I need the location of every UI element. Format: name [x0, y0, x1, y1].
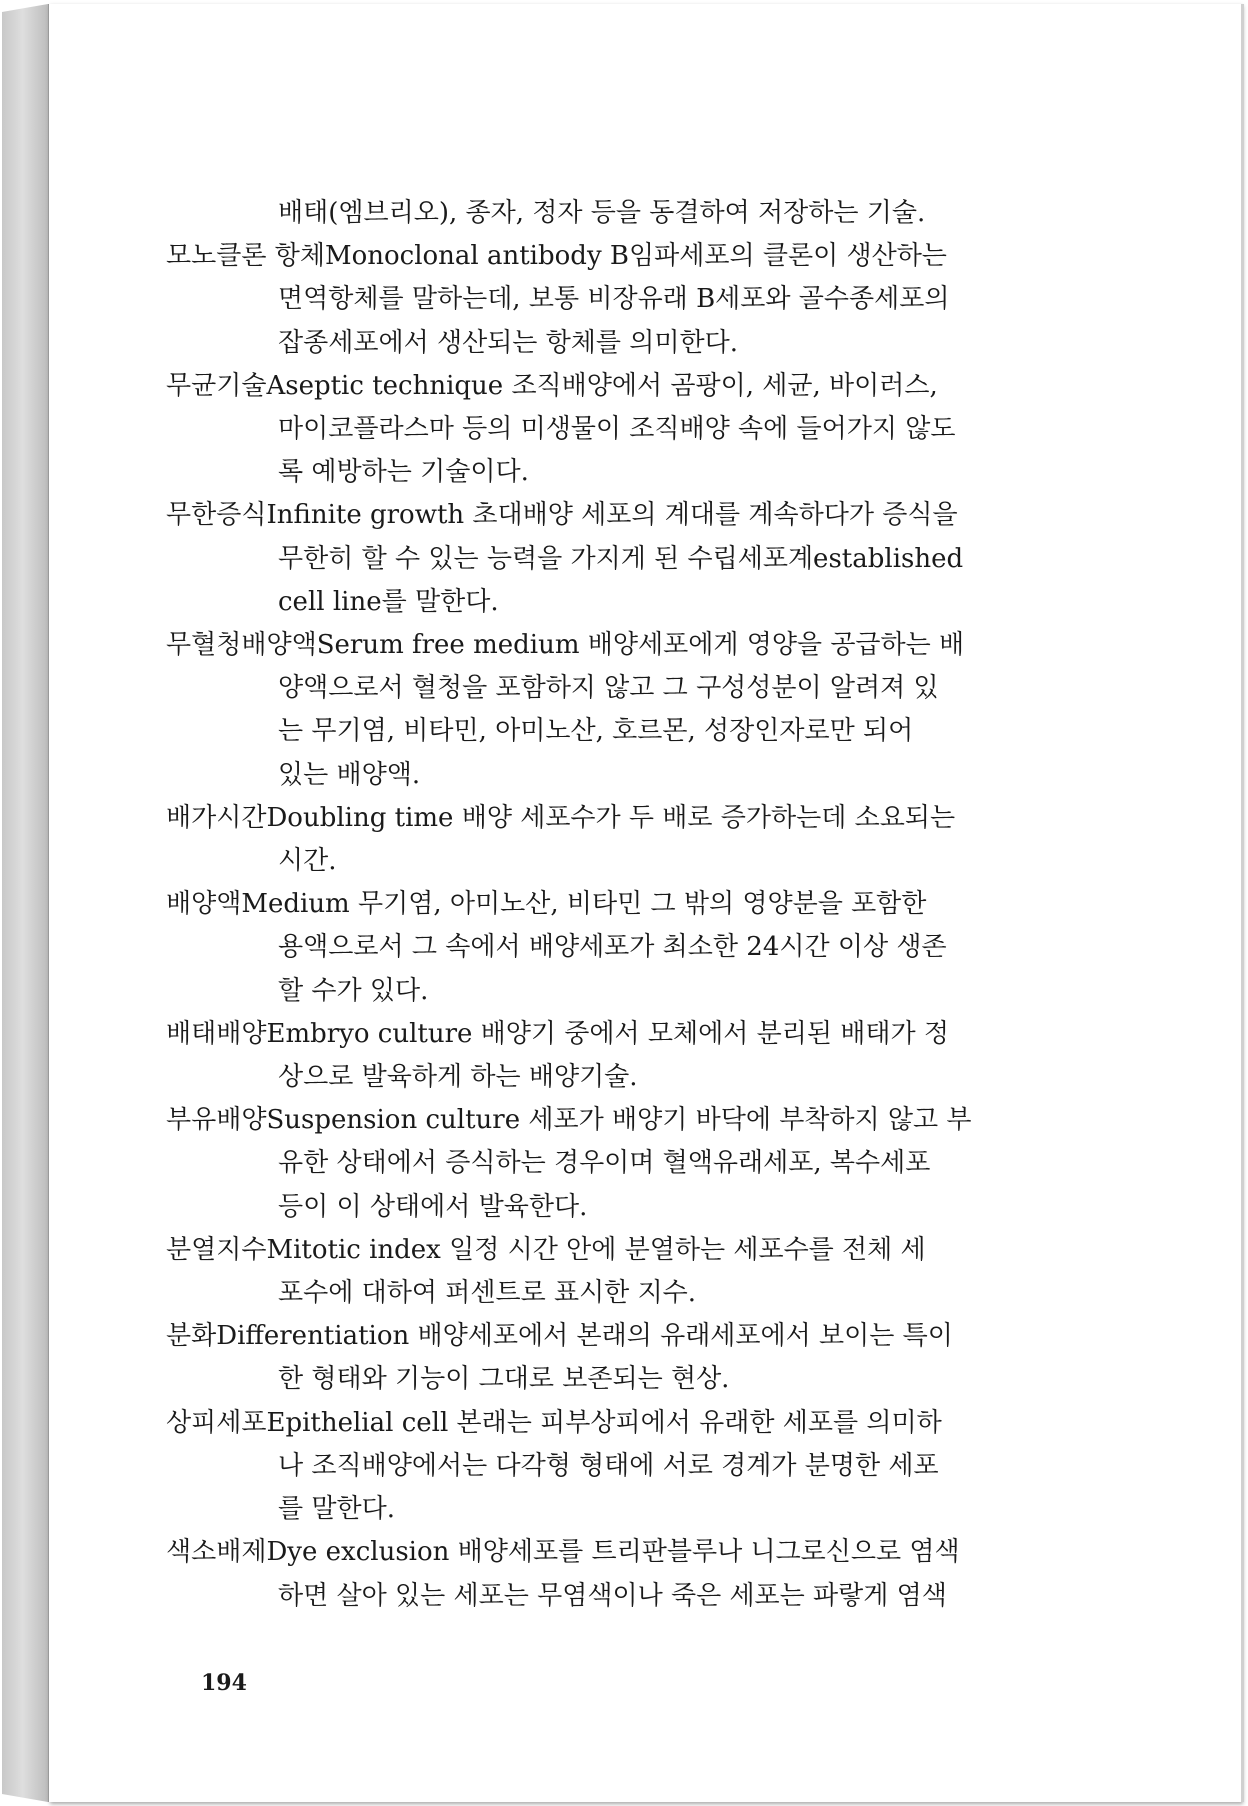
text-line: 면역항체를 말하는데, 보통 비장유래 B세포와 골수종세포의: [278, 284, 950, 315]
entry-medium: 배양액Medium 무기염, 아미노산, 비타민 그 밖의 영양분을 포함한: [166, 889, 927, 920]
text-line: 잡종세포에서 생산되는 항체를 의미한다.: [278, 327, 739, 358]
text-line: 용액으로서 그 속에서 배양세포가 최소한 24시간 이상 생존: [278, 932, 947, 963]
entry-monoclonal-antibody: 모노클론 항체Monoclonal antibody B임파세포의 클론이 생산하는: [166, 241, 947, 272]
text-line: 시간.: [278, 846, 337, 877]
text-line: 는 무기염, 비타민, 아미노산, 호르몬, 성장인자로만 되어: [278, 716, 914, 747]
entry-embryo-culture: 배태배양Embryo culture 배양기 중에서 모체에서 분리된 배태가 정: [166, 1018, 949, 1049]
text-line: 마이코플라스마 등의 미생물이 조직배양 속에 들어가지 않도: [278, 414, 956, 445]
text-line: 무한히 할 수 있는 능력을 가지게 된 수립세포계established: [278, 543, 964, 574]
page-edge: [1241, 4, 1244, 1802]
entry-epithelial-cell: 상피세포Epithelial cell 본래는 피부상피에서 유래한 세포를 의미하: [166, 1407, 942, 1438]
glossary-text: [166, 192, 1066, 1618]
text-line: 있는 배양액.: [278, 759, 421, 790]
text-line: 를 말한다.: [278, 1494, 395, 1525]
entry-doubling-time: 배가시간Doubling time 배양 세포수가 두 배로 증가하는데 소요되는: [166, 802, 956, 833]
text-line: cell line를 말한다.: [278, 586, 499, 617]
entry-aseptic-technique: 무균기술Aseptic technique 조직배양에서 곰팡이, 세균, 바이러스,: [166, 370, 938, 401]
entry-dye-exclusion: 색소배제Dye exclusion 배양세포를 트리판블루나 니그로신으로 염색: [166, 1537, 960, 1568]
text-line: 상으로 발육하게 하는 배양기술.: [278, 1062, 638, 1093]
text-line: 배태(엠브리오), 종자, 정자 등을 동결하여 저장하는 기술.: [278, 198, 926, 228]
entry-serum-free-medium: 무혈청배양액Serum free medium 배양세포에게 영양을 공급하는 배: [166, 630, 965, 661]
text-line: 하면 살아 있는 세포는 무염색이나 죽은 세포는 파랗게 염색: [278, 1580, 947, 1611]
text-line: 할 수가 있다.: [278, 975, 429, 1006]
text-line: 유한 상태에서 증식하는 경우이며 혈액유래세포, 복수세포: [278, 1148, 931, 1179]
book-spine: [2, 4, 48, 1802]
text-line: 록 예방하는 기술이다.: [278, 457, 529, 488]
text-line: 등이 이 상태에서 발육한다.: [278, 1191, 588, 1222]
text-line: 나 조직배양에서는 다각형 형태에 서로 경계가 분명한 세포: [278, 1450, 939, 1481]
page-number: 194: [201, 1670, 247, 1696]
text-line: 양액으로서 혈청을 포함하지 않고 그 구성성분이 알려져 있: [278, 673, 939, 704]
entry-mitotic-index: 분열지수Mitotic index 일정 시간 안에 분열하는 세포수를 전체 세: [166, 1234, 926, 1265]
text-line: 한 형태와 기능이 그대로 보존되는 현상.: [278, 1364, 730, 1395]
entry-differentiation: 분화Differentiation 배양세포에서 본래의 유래세포에서 보이는 특이: [166, 1321, 953, 1352]
text-line: 포수에 대하여 퍼센트로 표시한 지수.: [278, 1278, 697, 1309]
entry-suspension-culture: 부유배양Suspension culture 세포가 배양기 바닥에 부착하지 않고 부: [166, 1105, 972, 1136]
entry-infinite-growth: 무한증식Infinite growth 초대배양 세포의 계대를 계속하다가 증식을: [166, 500, 958, 531]
